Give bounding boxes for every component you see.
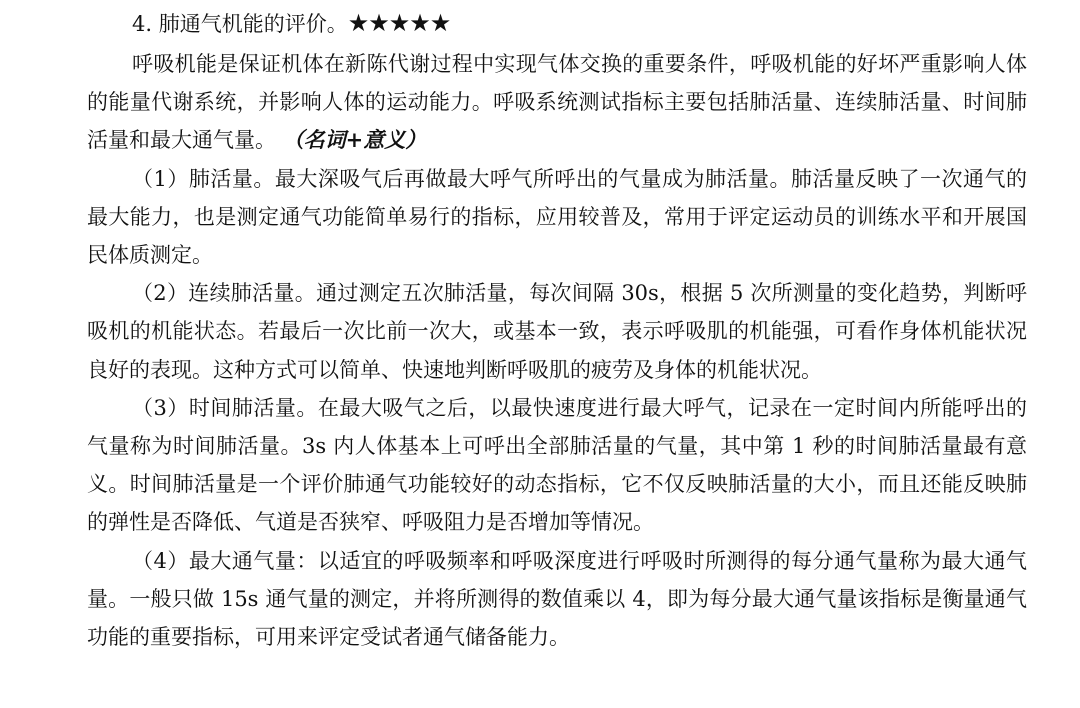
note-tag: （名词+意义） — [282, 127, 427, 153]
section-heading — [87, 6, 1027, 40]
heading-text: 4. 肺通气机能的评价。 — [132, 12, 348, 36]
item-timed-vital-capacity: （3）时间肺活量。在最大吸气之后，以最快速度进行最大呼气，记录在一定时间内所能呼出的气量称为时间肺活量。3s 内人体基本上可呼出全部肺活量的气量，其中第 1 秒的时间肺活量最有意义。时间肺活量是一个评价肺通气功能较好的动态指标，它不仅反映肺活量的大小，而且还能反映肺的弹性是否降低、气道是否狭窄、呼吸阻力是否增加等情况。 — [87, 395, 1027, 535]
item-maximal-ventilation: （4）最大通气量：以适宜的呼吸频率和呼吸深度进行呼吸时所测得的每分通气量称为最大通气量。一般只做 15s 通气量的测定，并将所测得的数值乘以 4，即为每分最大通气量该指标是衡量通气功能的重要指标，可用来评定受试者通气储备能力。 — [87, 548, 1027, 650]
document-page — [87, 6, 1027, 656]
intro-paragraph — [87, 45, 1027, 160]
item-continuous-vital-capacity: （2）连续肺活量。通过测定五次肺活量，每次间隔 30s，根据 5 次所测量的变化趋势，判断呼吸机的机能状态。若最后一次比前一次大，或基本一致，表示呼吸肌的机能强，可看作身体机能状况良好的表现。这种方式可以简单、快速地判断呼吸肌的疲劳及身体的机能状况。 — [87, 281, 1027, 382]
item-vital-capacity: （1）肺活量。最大深吸气后再做最大呼气所呼出的气量成为肺活量。肺活量反映了一次通气的最大能力，也是测定通气功能简单易行的指标，应用较普及，常用于评定运动员的训练水平和开展国民体质测定。 — [87, 166, 1027, 268]
rating-stars: ★★★★★ — [347, 9, 451, 37]
intro-text: 呼吸机能是保证机体在新陈代谢过程中实现气体交换的重要条件，呼吸机能的好坏严重影响人体的能量代谢系统，并影响人体的运动能力。呼吸系统测试指标主要包括肺活量、连续肺活量、时间肺活量和最大通气量。 — [87, 52, 1027, 153]
